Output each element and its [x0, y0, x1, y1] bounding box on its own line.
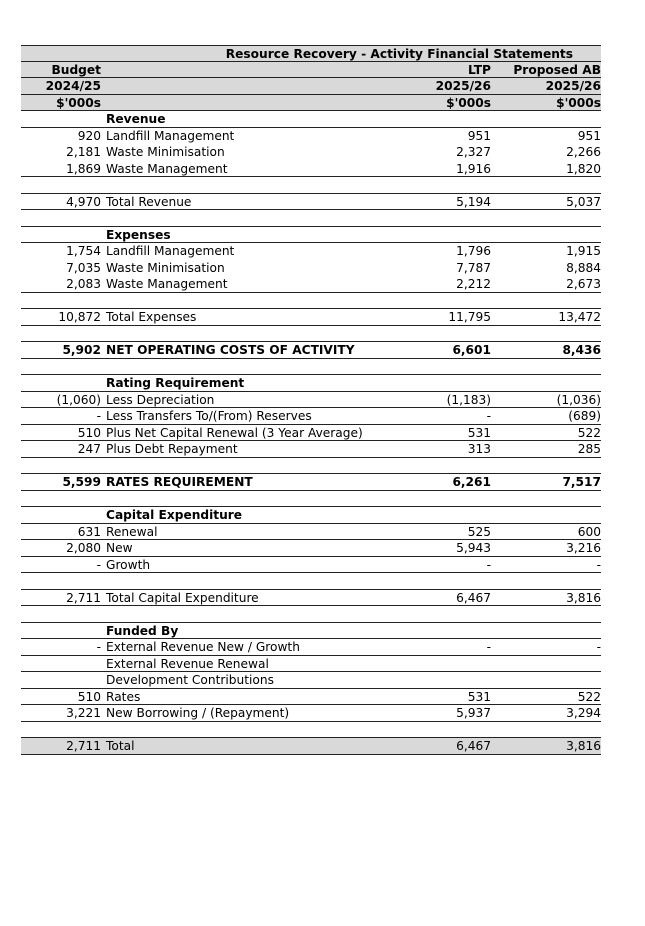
row-label: Plus Debt Repayment — [106, 442, 238, 456]
row-label: Less Depreciation — [106, 392, 215, 407]
proposed-value: - — [596, 557, 601, 572]
row-label: New Borrowing / (Repayment) — [106, 706, 290, 720]
section-title: Rating Requirement — [106, 376, 245, 390]
table-row — [21, 392, 601, 409]
header-budget: Budget — [51, 62, 101, 77]
ltp-value: 6,467 — [456, 590, 491, 605]
row-label: Waste Minimisation — [106, 145, 225, 159]
budget-value: 2,181 — [66, 145, 101, 159]
budget-value: - — [96, 557, 101, 572]
proposed-value: 600 — [577, 524, 601, 539]
proposed-value: 8,884 — [566, 260, 601, 275]
ltp-value — [396, 656, 491, 672]
ltp-value: (1,183) — [446, 392, 491, 407]
proposed-value: 1,820 — [566, 161, 601, 176]
budget-value: 5,902 — [62, 343, 101, 357]
ltp-value: 5,937 — [456, 706, 491, 720]
section-title: Funded By — [106, 623, 179, 638]
budget-value: - — [96, 640, 101, 654]
row-label: RATES REQUIREMENT — [106, 475, 253, 489]
budget-value: 7,035 — [66, 260, 101, 275]
row-label: External Revenue Renewal — [106, 656, 269, 671]
section-heading-expenses — [21, 227, 601, 244]
table-row — [21, 408, 601, 425]
total-row-revenue — [21, 194, 601, 211]
spacer-row — [21, 458, 601, 475]
budget-value: 247 — [77, 442, 101, 456]
ltp-value: 313 — [467, 442, 491, 456]
ltp-value: 2,327 — [456, 145, 491, 159]
total-row-expenses — [21, 309, 601, 326]
proposed-value: 951 — [577, 128, 601, 143]
row-label: Rates — [106, 689, 141, 704]
proposed-value: 13,472 — [558, 310, 601, 324]
budget-value: 2,711 — [66, 739, 101, 753]
table-row — [21, 524, 601, 541]
budget-value: - — [96, 409, 101, 423]
ltp-value: 11,795 — [448, 310, 491, 324]
row-label: Waste Minimisation — [106, 260, 225, 275]
header-row-year — [21, 78, 601, 95]
header-proposed-unit: $'000s — [556, 95, 601, 110]
row-label: Landfill Management — [106, 128, 235, 143]
ltp-value: 525 — [467, 524, 491, 539]
proposed-value: 1,915 — [566, 244, 601, 258]
rates-requirement-row — [21, 474, 601, 491]
section-title: Expenses — [106, 227, 171, 242]
ltp-value: 1,796 — [456, 244, 491, 258]
row-label: Waste Management — [106, 277, 228, 291]
row-label: Total — [106, 739, 135, 753]
proposed-value: 2,673 — [566, 277, 601, 291]
proposed-value: 522 — [577, 425, 601, 440]
section-title: Capital Expenditure — [106, 508, 243, 522]
proposed-value: (1,036) — [556, 392, 601, 407]
header-ltp: LTP — [468, 62, 491, 77]
financial-statement-table — [21, 45, 601, 755]
ltp-value: - — [486, 409, 491, 423]
section-heading-revenue — [21, 111, 601, 128]
budget-value: 2,080 — [66, 541, 101, 555]
ltp-value: 951 — [467, 128, 491, 143]
row-label: Growth — [106, 557, 151, 572]
proposed-value: 2,266 — [566, 145, 601, 159]
proposed-value — [491, 672, 601, 688]
header-ltp-unit: $'000s — [446, 95, 491, 110]
budget-value: 4,970 — [66, 194, 101, 209]
budget-value: 510 — [77, 425, 101, 440]
table-row — [21, 639, 601, 656]
budget-value: 10,872 — [58, 310, 101, 324]
section-heading-funded-by — [21, 623, 601, 640]
table-row — [21, 161, 601, 178]
row-label: Total Capital Expenditure — [106, 590, 259, 605]
table-row — [21, 276, 601, 293]
ltp-value: 7,787 — [456, 260, 491, 275]
table-row — [21, 705, 601, 722]
header-budget-year: 2024/25 — [45, 79, 101, 93]
row-label: NET OPERATING COSTS OF ACTIVITY — [106, 343, 355, 357]
spacer-row — [21, 606, 601, 623]
header-row-label — [21, 62, 601, 79]
budget-value: 3,221 — [66, 706, 101, 720]
spacer-row — [21, 573, 601, 590]
table-row — [21, 656, 601, 673]
spacer-row — [21, 359, 601, 376]
proposed-value — [491, 656, 601, 672]
spacer-row — [21, 210, 601, 227]
spacer-row — [21, 177, 601, 194]
table-title-row — [21, 45, 601, 62]
section-title: Revenue — [106, 112, 166, 126]
ltp-value: - — [486, 557, 491, 572]
table-row — [21, 425, 601, 442]
proposed-value: - — [596, 640, 601, 654]
proposed-value: 3,816 — [566, 590, 601, 605]
budget-value — [21, 672, 101, 688]
header-proposed-year: 2025/26 — [545, 79, 601, 93]
budget-value: 1,754 — [66, 244, 101, 258]
table-row — [21, 260, 601, 277]
ltp-value: 5,943 — [456, 541, 491, 555]
ltp-value: - — [486, 640, 491, 654]
budget-value: 510 — [77, 689, 101, 704]
row-label: Landfill Management — [106, 244, 235, 258]
total-row-capex — [21, 590, 601, 607]
proposed-value: 7,517 — [562, 475, 601, 489]
header-budget-unit: $'000s — [56, 95, 101, 110]
ltp-value: 531 — [467, 425, 491, 440]
budget-value — [21, 656, 101, 672]
table-row — [21, 144, 601, 161]
header-row-unit — [21, 95, 601, 112]
spacer-row — [21, 491, 601, 508]
proposed-value: (689) — [568, 409, 601, 423]
section-heading-capex — [21, 507, 601, 524]
table-row — [21, 672, 601, 689]
row-label: Development Contributions — [106, 673, 274, 687]
header-ltp-year: 2025/26 — [435, 79, 491, 93]
budget-value: (1,060) — [56, 392, 101, 407]
row-label: Total Revenue — [106, 194, 192, 209]
total-row-funded — [21, 738, 601, 755]
header-proposed: Proposed AB — [513, 62, 601, 77]
row-label: Waste Management — [106, 161, 228, 176]
proposed-value: 5,037 — [566, 194, 601, 209]
ltp-value: 5,194 — [456, 194, 491, 209]
table-row — [21, 689, 601, 706]
proposed-value: 285 — [577, 442, 601, 456]
row-label: Total Expenses — [106, 310, 197, 324]
budget-value: 5,599 — [62, 475, 101, 489]
table-title: Resource Recovery - Activity Financial Statements — [225, 47, 573, 61]
table-row — [21, 557, 601, 574]
table-row — [21, 540, 601, 557]
proposed-value: 3,816 — [566, 739, 601, 753]
budget-value: 1,869 — [66, 161, 101, 176]
budget-value: 2,711 — [66, 590, 101, 605]
row-label: External Revenue New / Growth — [106, 640, 300, 654]
proposed-value: 3,294 — [566, 706, 601, 720]
ltp-value: 6,261 — [452, 475, 491, 489]
ltp-value: 1,916 — [456, 161, 491, 176]
proposed-value: 3,216 — [566, 541, 601, 555]
ltp-value: 2,212 — [456, 277, 491, 291]
proposed-value: 8,436 — [562, 343, 601, 357]
budget-value: 920 — [77, 128, 101, 143]
ltp-value: 6,467 — [456, 739, 491, 753]
budget-value: 631 — [77, 524, 101, 539]
spacer-row — [21, 722, 601, 739]
table-row — [21, 243, 601, 260]
spacer-row — [21, 326, 601, 343]
row-label: Renewal — [106, 524, 158, 539]
net-operating-costs-row — [21, 342, 601, 359]
table-row — [21, 128, 601, 145]
ltp-value: 6,601 — [452, 343, 491, 357]
budget-value: 2,083 — [66, 277, 101, 291]
row-label: New — [106, 541, 133, 555]
table-row — [21, 441, 601, 458]
row-label: Less Transfers To/(From) Reserves — [106, 409, 312, 423]
spacer-row — [21, 293, 601, 310]
section-heading-rating — [21, 375, 601, 392]
ltp-value: 531 — [467, 689, 491, 704]
ltp-value — [396, 672, 491, 688]
row-label: Plus Net Capital Renewal (3 Year Average) — [106, 425, 363, 440]
proposed-value: 522 — [577, 689, 601, 704]
